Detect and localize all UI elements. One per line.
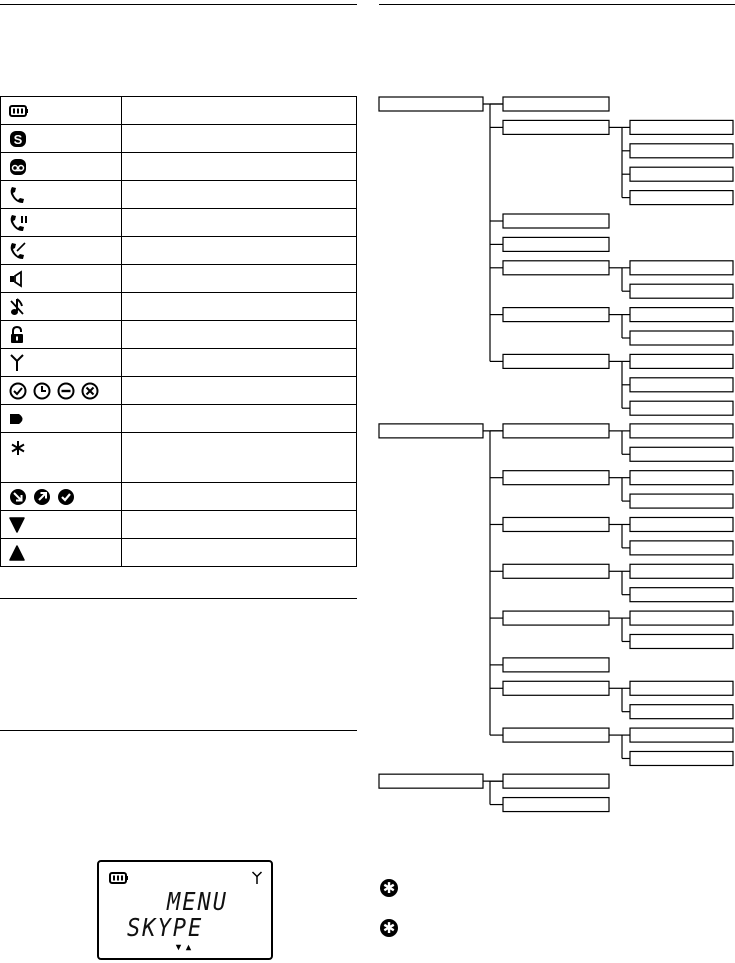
menu-level-2-item [503, 798, 609, 812]
menu-level-3-item [630, 564, 733, 578]
menu-level-2-item [503, 681, 609, 695]
menu-level-3-item [630, 728, 733, 742]
menu-level-3-item [630, 424, 733, 438]
menu-level-2-item [503, 517, 609, 531]
menu-level-3-item [630, 681, 733, 695]
menu-level-2-item [503, 214, 609, 228]
menu-level-2-item [503, 261, 609, 275]
menu-level-3-item [630, 308, 733, 322]
menu-level-1-item [379, 97, 483, 111]
menu-level-1-item [379, 424, 483, 438]
menu-level-3-item [630, 401, 733, 415]
menu-level-2-item [503, 308, 609, 322]
asterisk-circle-icon: ✱ [380, 879, 398, 897]
menu-level-3-item [630, 517, 733, 531]
menu-level-3-item [630, 284, 733, 298]
menu-level-3-item [630, 471, 733, 485]
menu-level-2-item [503, 97, 609, 111]
menu-level-2-item [503, 564, 609, 578]
lcd-line-2: SKYPE [127, 914, 204, 943]
menu-level-2-item [503, 237, 609, 251]
menu-level-3-item [630, 447, 733, 461]
menu-level-2-item [503, 471, 609, 485]
menu-level-2-item [503, 658, 609, 672]
menu-level-3-item [630, 611, 733, 625]
menu-level-2-item [503, 120, 609, 134]
asterisk-circle-icon: ✱ [380, 919, 398, 937]
menu-level-3-item [630, 588, 733, 602]
menu-level-3-item [630, 494, 733, 508]
menu-level-3-item [630, 541, 733, 555]
menu-level-3-item [630, 120, 733, 134]
menu-level-2-item [503, 424, 609, 438]
svg-text:S: S [13, 131, 23, 147]
menu-level-2-item [503, 774, 609, 788]
menu-level-3-item [630, 144, 733, 158]
menu-level-1-item [379, 774, 483, 788]
menu-level-3-item [630, 191, 733, 205]
menu-level-2-item [503, 611, 609, 625]
menu-level-3-item [630, 634, 733, 648]
menu-level-3-item [630, 705, 733, 719]
menu-level-2-item [503, 354, 609, 368]
menu-level-2-item [503, 728, 609, 742]
menu-level-3-item [630, 167, 733, 181]
menu-level-3-item [630, 331, 733, 345]
lcd-line-1: MENU [167, 888, 228, 917]
menu-level-3-item [630, 261, 733, 275]
menu-level-3-item [630, 354, 733, 368]
menu-level-3-item [630, 751, 733, 765]
menu-level-3-item [630, 378, 733, 392]
